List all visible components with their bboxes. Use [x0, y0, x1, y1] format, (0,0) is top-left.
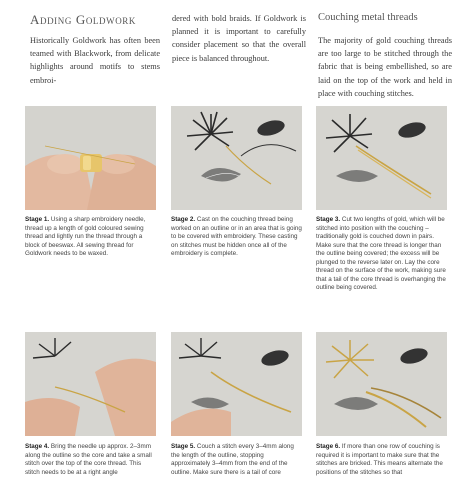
stage-3-caption	[316, 216, 447, 293]
continued-paragraph: dered with bold braids. If Goldwork is planned it is important to carefully consider placement so that the overall piece is balanced throughout.	[172, 14, 306, 63]
stage-3-photo	[316, 106, 447, 210]
stage-2-photo	[171, 106, 302, 210]
stage-6-illustration	[316, 332, 447, 436]
section-heading: Couching metal threads	[318, 12, 418, 23]
stage-4-label: Stage 4.	[25, 443, 50, 450]
stage-1-photo	[25, 106, 156, 210]
stage-6-photo	[316, 332, 447, 436]
stage-6-text: If more than one row of couching is required it is important to make sure that the stitches are bricked. This means alternate the positions of the stitches so that	[316, 443, 443, 476]
stage-2-text: Cast on the couching thread being worked on an outline or in an area that is going to be covered with embroidery. These casting on stitches must be hidden once all of the embroidery is complete.	[171, 216, 302, 257]
intro-paragraph: Historically Goldwork has often been teamed with Blackwork, from delicate highlights around motifs to stems embroi-	[30, 36, 160, 85]
stage-3-text: Cut two lengths of gold, which will be stitched into position with the couching – traditionally gold is couched down in pairs. Make sure that the core thread is longer than the outline being covered; the excess will be plunged to the reverse later on. Lay the core thread on the surface of the work, making sure that a tail of the core thread is overhanging the outline being covered.	[316, 216, 446, 291]
section-paragraph: The majority of gold couching threads are too large to be stitched through the fabric that is being embellished, so are laid on the top of the work and held in place with couching stitches.	[318, 36, 452, 98]
stage-5-text: Couch a stitch every 3–4mm along the length of the outline, stopping approximately 3–4mm from the end of the outline. Make sure there is a tail of core	[171, 443, 294, 476]
stage-5-photo	[171, 332, 302, 436]
stage-5-illustration	[171, 332, 302, 436]
stage-4-illustration	[25, 332, 156, 436]
stage-2-label: Stage 2.	[171, 216, 196, 223]
stage-5-caption	[171, 443, 302, 477]
stage-4-text: Bring the needle up approx. 2–3mm along the outline so the core and take a small stitch over the top of the core thread. This stitch needs to be at a right angle	[25, 443, 152, 476]
stage-1-label: Stage 1.	[25, 216, 50, 223]
stage-4-caption	[25, 443, 156, 477]
stage-3-label: Stage 3.	[316, 216, 341, 223]
stage-1-caption	[25, 216, 156, 259]
stage-5-label: Stage 5.	[171, 443, 196, 450]
stage-3-illustration	[316, 106, 447, 210]
stage-6-label: Stage 6.	[316, 443, 341, 450]
page-title: Adding Goldwork	[30, 12, 137, 27]
stage-6-caption	[316, 443, 447, 477]
stage-4-photo	[25, 332, 156, 436]
stage-2-illustration	[171, 106, 302, 210]
stage-1-text: Using a sharp embroidery needle, thread up a length of gold coloured sewing thread and lightly run the thread through a block of beeswax. All sewing thread for Goldwork needs to be waxed.	[25, 216, 146, 257]
stage-2-caption	[171, 216, 302, 259]
stage-1-illustration	[25, 106, 156, 210]
